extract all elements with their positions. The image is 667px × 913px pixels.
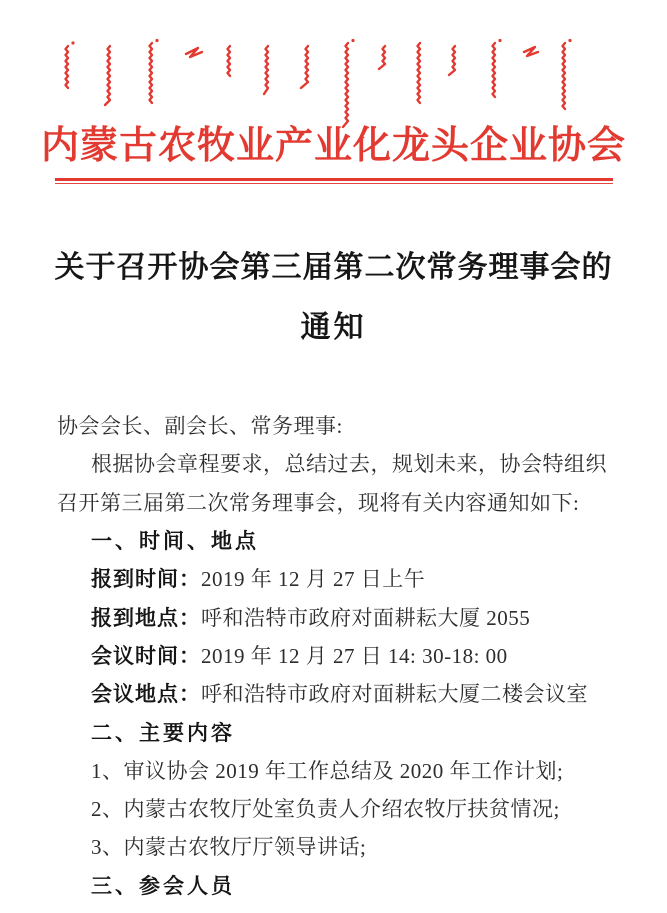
entry-meeting-place — [57, 674, 617, 712]
org-name: 内蒙古农牧业产业化龙头企业协会 — [40, 125, 626, 167]
intro-line: 召开第三届第二次常务理事会，现将有关内容通知如下: — [57, 490, 580, 515]
doc-title — [0, 248, 667, 348]
entry-value: 2019 年 12 月 27 日上午 — [201, 567, 426, 592]
letterhead-divider-thick — [55, 178, 613, 181]
section2-heading: 二、主要内容 — [91, 721, 235, 745]
section3-heading: 三、参会人员 — [91, 874, 235, 898]
agenda-item: 2、内蒙古农牧厅处室负责人介绍农牧厅扶贫情况; — [91, 797, 560, 822]
agenda-item: 1、审议协会 2019 年工作总结及 2020 年工作计划; — [91, 758, 564, 783]
entry-meeting-time — [57, 636, 617, 674]
entry-label: 会议地点： — [91, 682, 201, 707]
doc-title-line1: 关于召开协会第三届第二次常务理事会的 — [54, 251, 613, 284]
salutation: 协会会长、副会长、常务理事: — [57, 414, 343, 439]
entry-value: 呼和浩特市政府对面耕耘大厦 2055 — [201, 605, 531, 630]
agenda-item: 3、内蒙古农牧厅厅领导讲话; — [91, 835, 367, 860]
entry-value: 2019 年 12 月 27 日 14: 30-18: 00 — [201, 643, 508, 668]
entry-label: 报到地点： — [91, 605, 201, 630]
entry-label: 报到时间： — [91, 567, 201, 592]
letterhead-divider-thin — [55, 183, 613, 184]
entry-checkin-place — [57, 597, 617, 635]
doc-title-line2: 通知 — [300, 311, 367, 344]
notice-body — [57, 406, 617, 904]
entry-checkin-time — [57, 559, 617, 597]
section1-heading: 一、时间、地点 — [91, 530, 259, 554]
entry-value: 呼和浩特市政府对面耕耘大厦二楼会议室 — [201, 682, 588, 707]
intro-line: 根据协会章程要求，总结过去，规划未来，协会特组织 — [91, 452, 607, 477]
entry-label: 会议时间： — [91, 643, 201, 668]
